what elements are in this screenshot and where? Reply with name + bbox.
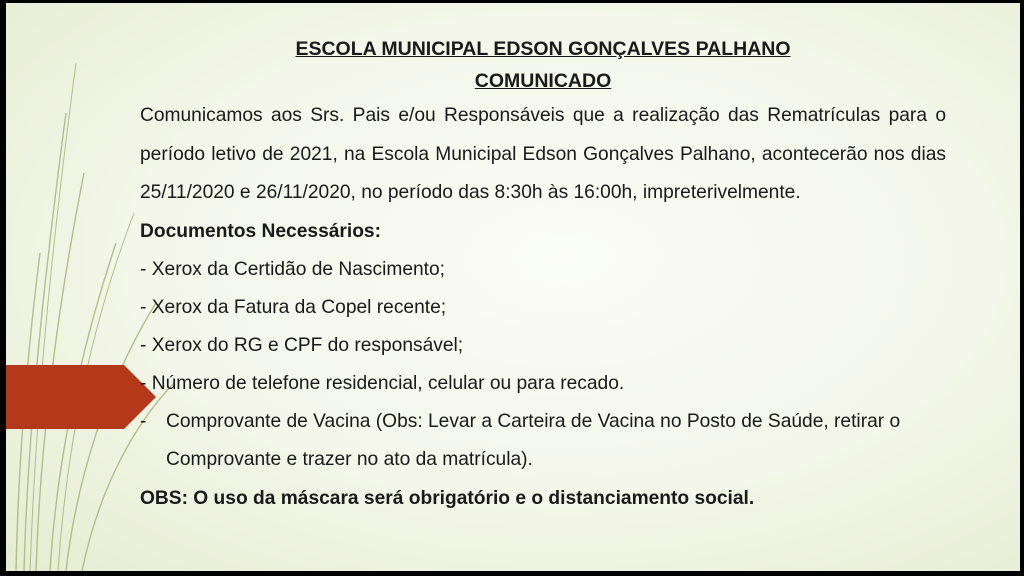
slide <box>6 3 1020 571</box>
vaccine-item <box>140 403 946 479</box>
school-name: ESCOLA MUNICIPAL EDSON GONÇALVES PALHANO <box>295 38 791 60</box>
notice-paragraph: Comunicamos aos Srs. Pais e/ou Responsáveis que a realização das Rematrículas para o período letivo de 2021, na Escola Municipal Edson Gonçalves Palhano, acontecerão nos dias 25/11/2020 e 26/11/2020, no período das 8:30h às 16:00h, impreterivelmente. <box>140 105 946 203</box>
document-item: - Xerox da Certidão de Nascimento; <box>140 259 446 280</box>
vaccine-text: Comprovante de Vacina (Obs: Levar a Carteira de Vacina no Posto de Saúde, retirar o Comprovante e trazer no ato da matrícula). <box>166 411 901 470</box>
documents-heading: Documentos Necessários: <box>140 220 381 242</box>
vaccine-dash: - <box>140 411 147 432</box>
document-item: - Xerox do RG e CPF do responsável; <box>140 335 464 356</box>
obs-note: OBS: O uso da máscara será obrigatório e o distanciamento social. <box>140 488 755 509</box>
document-item: - Xerox da Fatura da Copel recente; <box>140 297 447 318</box>
notice-title: COMUNICADO <box>474 70 612 92</box>
red-arrow-shape <box>6 365 156 429</box>
document-content <box>140 33 946 519</box>
document-item: - Número de telefone residencial, celular ou para recado. <box>140 373 625 394</box>
